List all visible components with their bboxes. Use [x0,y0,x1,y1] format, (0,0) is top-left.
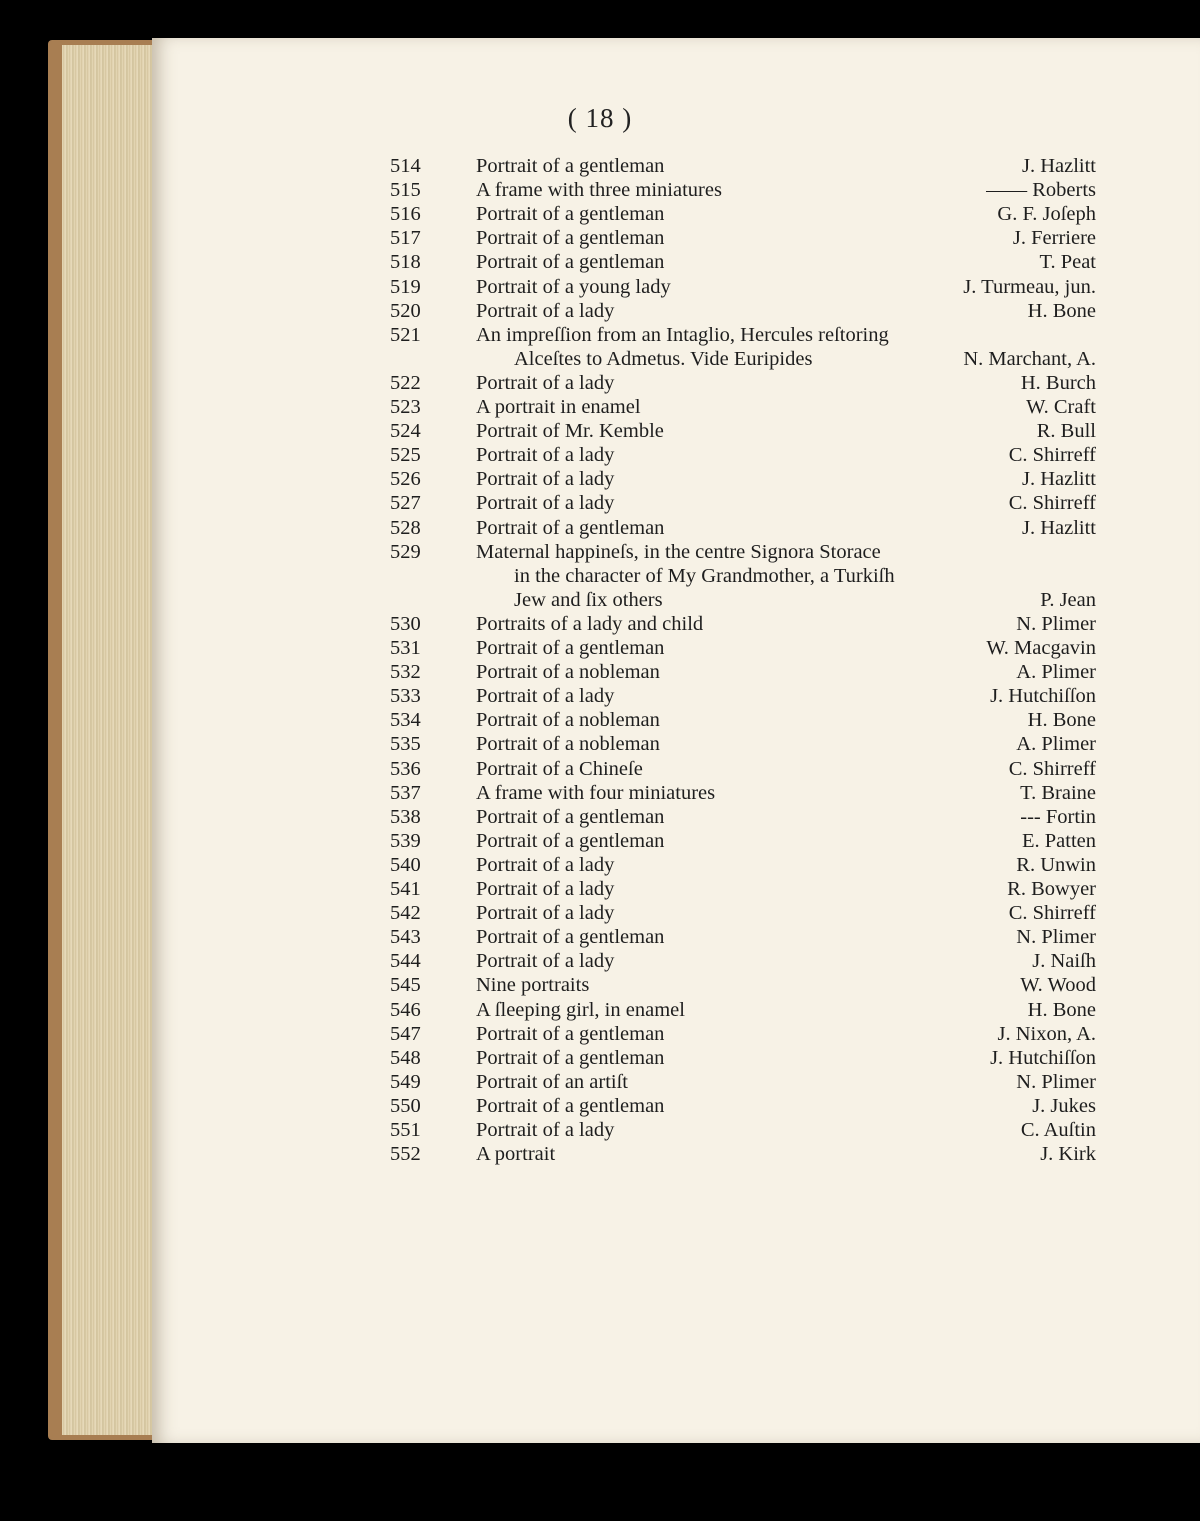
entry-line [0,420,1200,444]
entry-artist: W. Wood [1020,974,1096,997]
entry-line [0,517,1200,541]
entry-artist: T. Peat [1039,251,1096,274]
entry-number: 546 [390,998,421,1021]
entry-line [0,950,1200,974]
entry-artist: H. Bone [1027,709,1096,732]
entry-title: Portrait of a gentleman [476,155,665,177]
entry-line [0,782,1200,806]
entry-title: Portrait of a lady [476,853,615,876]
entry-artist: R. Bull [1036,420,1096,443]
entry-title: A frame with three miniatures [476,179,722,202]
entry-title: Portrait of an artiſt [476,1070,628,1093]
entry-line [0,902,1200,926]
entry-line [0,589,1200,613]
entry-title: Portrait of a gentleman [476,1046,665,1069]
entry-title: Portrait of a lady [476,468,615,491]
entry-line [0,854,1200,878]
entry-line [0,444,1200,468]
entry-number: 532 [390,661,421,684]
entry-line [0,999,1200,1023]
entry-title: Portrait of a gentleman [476,637,665,659]
entry-title: Portrait of a lady [476,1119,615,1141]
entry-number: 514 [390,155,421,177]
entry-title: Portrait of a lady [476,444,615,467]
entry-number: 529 [390,540,421,563]
entry-number: 551 [390,1119,421,1141]
entry-number: 521 [390,323,421,346]
entry-artist: G. F. Joſeph [997,203,1096,226]
entry-title: Portrait of a lady [476,902,615,925]
entry-number: 536 [390,757,421,780]
entry-title: Portrait of a lady [476,371,615,394]
entry-line [0,203,1200,227]
entry-number: 515 [390,179,421,202]
entry-artist: J. Turmeau, jun. [963,275,1096,298]
entry-artist: N. Marchant, A. [963,347,1096,370]
entry-line [0,613,1200,637]
entry-line [0,396,1200,420]
entry-line [0,565,1200,589]
entry-number: 522 [390,371,421,394]
entry-artist: N. Plimer [1016,1070,1096,1093]
entry-number: 541 [390,878,421,900]
entry-line [0,974,1200,998]
entry-line [0,276,1200,300]
entry-title: A portrait [476,1143,556,1166]
entry-title: Portrait of a gentleman [476,227,665,250]
entry-title: An impreſſion from an Intaglio, Hercules reſtoring [476,323,889,346]
entry-title: Portrait of a lady [476,950,615,973]
entry-artist: --- Fortin [1020,805,1096,828]
entry-line [0,878,1200,902]
entry-title: Portrait of a gentleman [476,805,665,828]
entry-number: 534 [390,709,421,732]
entry-number: 527 [390,492,421,515]
entry-artist: C. Shirreff [1008,444,1096,467]
entry-number: 517 [390,227,421,250]
entry-title: Portrait of a gentleman [476,251,665,274]
entry-number: 539 [390,829,421,852]
entry-artist: J. Hazlitt [1021,155,1096,177]
entry-artist: W. Macgavin [986,637,1096,659]
entry-line [0,300,1200,324]
entry-title: A portrait in enamel [476,396,641,418]
entry-artist: T. Braine [1020,781,1096,804]
entry-line [0,348,1200,372]
entry-artist: W. Craft [1026,396,1096,418]
entry-line [0,155,1200,179]
entry-line [0,1047,1200,1071]
entry-title: Jew and ſix others [514,588,663,611]
entry-title: Portrait of a nobleman [476,733,660,756]
entry-artist: H. Bone [1027,998,1096,1021]
entry-artist: H. Bone [1027,299,1096,322]
entry-title: Maternal happineſs, in the centre Signora Storace [476,540,881,563]
entry-number: 548 [390,1046,421,1069]
entry-artist: R. Bowyer [1007,878,1096,900]
entry-number: 537 [390,781,421,804]
entry-title: Portrait of a nobleman [476,709,660,732]
entry-line [0,1095,1200,1119]
entry-number: 516 [390,203,421,226]
entry-title: Portrait of a gentleman [476,1022,665,1045]
entry-line [0,1143,1200,1167]
entry-artist: J. Hazlitt [1021,516,1096,539]
entry-number: 543 [390,926,421,949]
entry-title: Portraits of a lady and child [476,612,704,635]
entry-number: 519 [390,275,421,298]
entry-artist: E. Patten [1021,829,1096,852]
entry-line [0,685,1200,709]
entry-line [0,372,1200,396]
entry-artist: J. Hutchiſſon [990,685,1096,708]
entry-artist: J. Naiſh [1032,950,1096,973]
entry-title: Portrait of a nobleman [476,661,660,684]
entry-artist: A. Plimer [1016,733,1096,756]
entry-line [0,806,1200,830]
entry-artist: C. Shirreff [1008,492,1096,515]
entry-line [0,492,1200,516]
entry-line [0,926,1200,950]
entry-title: Portrait of a lady [476,878,615,900]
entry-number: 542 [390,902,421,925]
entry-title: A ſleeping girl, in enamel [476,998,685,1021]
entry-artist: N. Plimer [1016,926,1096,949]
entry-line [0,758,1200,782]
entry-title: Portrait of a gentleman [476,203,665,226]
entry-title: Portrait of a gentleman [476,516,665,539]
entry-line [0,830,1200,854]
entry-title: in the character of My Grandmother, a Turkiſh [514,564,895,587]
entry-number: 545 [390,974,421,997]
entry-artist: C. Auſtin [1020,1119,1096,1141]
entry-title: Nine portraits [476,974,590,997]
entry-number: 549 [390,1070,421,1093]
entry-title: Portrait of a gentleman [476,926,665,949]
entry-artist: A. Plimer [1016,661,1096,684]
entry-artist: H. Burch [1020,371,1096,394]
entry-artist: N. Plimer [1016,612,1096,635]
page-number-header: ( 18 ) [567,103,633,133]
entry-number: 533 [390,685,421,708]
entry-artist: P. Jean [1040,588,1096,611]
entry-title: Portrait of a lady [476,685,615,708]
entry-artist: J. Nixon, A. [997,1022,1096,1045]
entry-artist: J. Kirk [1040,1143,1096,1166]
entry-title: Portrait of a lady [476,492,615,515]
entry-number: 528 [390,516,421,539]
entry-title: Portrait of Mr. Kemble [476,420,664,443]
entry-line [0,709,1200,733]
entry-number: 544 [390,950,421,973]
entry-artist: J. Jukes [1032,1094,1096,1117]
entry-line [0,637,1200,661]
entry-number: 526 [390,468,421,491]
entry-line [0,733,1200,757]
entry-line [0,541,1200,565]
entry-line [0,1023,1200,1047]
entry-line [0,251,1200,275]
entry-line [0,227,1200,251]
entry-title: Portrait of a Chineſe [476,757,643,780]
entry-number: 538 [390,805,421,828]
entry-title: A frame with four miniatures [476,781,716,804]
entry-number: 530 [390,612,421,635]
entry-title: Portrait of a young lady [476,275,671,298]
entry-number: 552 [390,1143,421,1166]
entry-number: 523 [390,396,421,418]
entry-line [0,324,1200,348]
entry-line [0,661,1200,685]
entry-line [0,468,1200,492]
entry-title: Portrait of a lady [476,299,615,322]
entry-number: 524 [390,420,421,443]
entry-number: 547 [390,1022,421,1045]
entry-line [0,1119,1200,1143]
entry-artist: C. Shirreff [1008,757,1096,780]
entry-number: 550 [390,1094,421,1117]
entry-number: 518 [390,251,421,274]
entry-artist: J. Hutchiſſon [990,1046,1096,1069]
entry-number: 525 [390,444,421,467]
entry-artist: J. Ferriere [1012,227,1096,250]
entry-number: 520 [390,299,421,322]
entry-number: 535 [390,733,421,756]
entry-title: Alceſtes to Admetus. Vide Euripides [514,347,813,370]
entry-artist: J. Hazlitt [1021,468,1096,491]
entry-title: Portrait of a gentleman [476,1094,665,1117]
entry-number: 540 [390,853,421,876]
entry-artist: C. Shirreff [1008,902,1096,925]
entry-number: 531 [390,637,421,659]
entry-artist: R. Unwin [1016,853,1096,876]
entry-title: Portrait of a gentleman [476,829,665,852]
entry-artist: —— Roberts [986,179,1096,202]
entry-line [0,1071,1200,1095]
entry-line [0,179,1200,203]
